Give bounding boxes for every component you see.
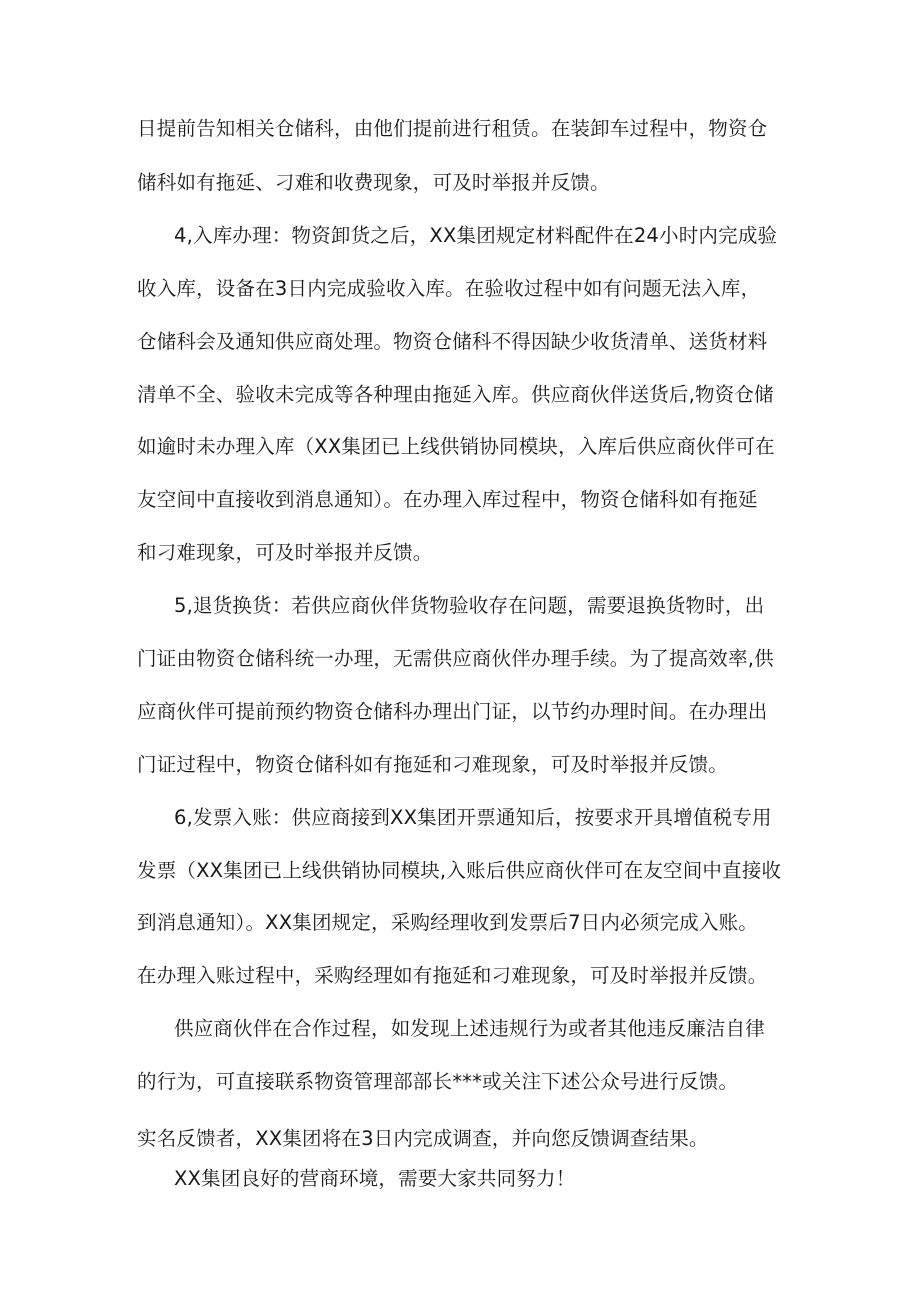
text-line: 应商伙伴可提前预约物资仓储科办理出门证，以节约办理时间。在办理出 [137, 700, 768, 723]
text-line: 如逾时未办理入库（XX集团已上线供销协同模块，入库后供应商伙伴可在 [137, 435, 775, 458]
text-line: 清单不全、验收未完成等各种理由拖延入库。供应商伙伴送货后,物资仓储 [137, 383, 774, 406]
text-line: 发票（XX集团已上线供销协同模块,入账后供应商伙伴可在友空间中直接收 [137, 859, 782, 882]
text-line: 仓储科会及通知供应商处理。物资仓储科不得因缺少收货清单、送货材料 [137, 330, 768, 353]
text-line: 在办理入账过程中，采购经理如有拖延和刁难现象，可及时举报并反馈。 [137, 964, 768, 987]
text-line: 日提前告知相关仓储科，由他们提前进行租赁。在装卸车过程中，物资仓 [137, 117, 768, 140]
feedback-paragraph-first-line: 供应商伙伴在合作过程，如发现上述违规行为或者其他违反廉洁自律 [174, 1017, 766, 1040]
paragraph-6-first-line: 6,发票入账：供应商接到XX集团开票通知后，按要求开具增值税专用 [174, 806, 772, 829]
real-name-feedback-line: 实名反馈者，XX集团将在3日内完成调查，并向您反馈调查结果。 [137, 1127, 709, 1150]
text-line: 的行为，可直接联系物资管理部部长***或关注下述公众号进行反馈。 [137, 1070, 739, 1093]
text-line: 门证过程中，物资仓储科如有拖延和刁难现象，可及时举报并反馈。 [137, 753, 729, 776]
text-line: 收入库，设备在3日内完成验收入库。在验收过程中如有问题无法入库， [137, 277, 761, 300]
text-line: 储科如有拖延、刁难和收费现象，可及时举报并反馈。 [137, 171, 610, 194]
text-line: 到消息通知）。XX集团规定，采购经理收到发票后7日内必须完成入账。 [137, 911, 758, 934]
closing-line: XX集团良好的营商环境，需要大家共同努力！ [174, 1167, 576, 1190]
paragraph-5-first-line: 5,退货换货：若供应商伙伴货物验收存在问题，需要退换货物时，出 [174, 594, 765, 617]
text-line: 门证由物资仓储科统一办理，无需供应商伙伴办理手续。为了提高效率,供 [137, 647, 774, 670]
text-line: 友空间中直接收到消息通知）。在办理入库过程中，物资仓储科如有拖延 [137, 488, 758, 511]
text-line: 和刁难现象，可及时举报并反馈。 [137, 541, 433, 564]
paragraph-4-first-line: 4,入库办理：物资卸货之后，XX集团规定材料配件在24小时内完成验 [174, 224, 778, 247]
